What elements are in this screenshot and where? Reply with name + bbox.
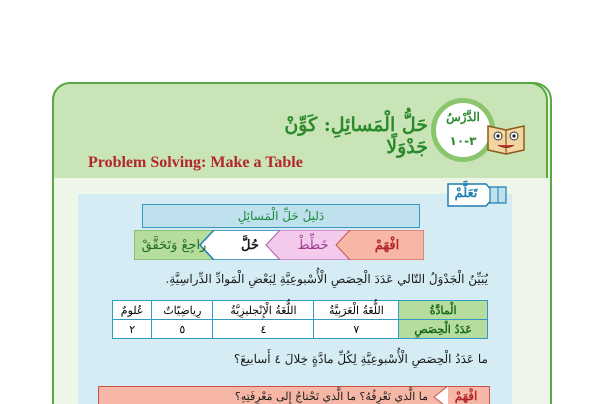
step-understand: افْهَمْ (374, 238, 400, 253)
table-cell: ٤ (213, 320, 314, 339)
table-cell: رِياضِيّاتٌ (152, 301, 213, 320)
lesson-badge-number: ٣-١٠ (449, 134, 477, 148)
table-cell: اللُّغَةُ الْإِنْجليزِيَّةُ (213, 301, 314, 320)
step-plan: خَطِّطْ (297, 238, 329, 253)
table-cell: ٢ (113, 320, 152, 339)
understand-label: افْهَمْ (454, 389, 478, 403)
table-cell: اللُّغَةُ الْعَرَبِيَّةُ (314, 301, 399, 320)
table-row (113, 320, 488, 339)
table-cell: ٧ (314, 320, 399, 339)
lessons-table (112, 300, 488, 339)
lesson-title-arabic: حَلُّ الْمَسائِلِ: كَوِّنْ جَدْوَلًا (284, 114, 428, 158)
table-row (113, 301, 488, 320)
table-header-count: عَدَدُ الْحِصَصِ (399, 320, 488, 339)
lesson-badge-word: الدَّرْسُ (446, 110, 480, 124)
step-review: راجِعْ وَتَحَقَّقْ (141, 238, 207, 253)
problem-solving-guide-title: دَليلُ حَلِّ الْمَسائِلِ (142, 204, 420, 228)
step-solve: حُلَّ (241, 238, 259, 253)
table-header-subject: الْمادَّةُ (399, 301, 488, 320)
table-cell: عُلومٌ (113, 301, 152, 320)
learn-label: تَعَلَّمْ (454, 186, 478, 201)
problem-intro: يُبَيِّنُ الْجَدْوَلُ التّالي عَدَدَ الْحِصَصِ الْأُسْبوعِيَّةِ لِبَعْضِ الْمَوادِّ الدِّراسِيَّةِ. (165, 272, 488, 286)
understand-arrow-icon (428, 386, 448, 404)
table-cell: ٥ (152, 320, 213, 339)
lesson-title-english: Problem Solving: Make a Table (88, 154, 303, 171)
understand-questions: ما الَّذي تَعْرِفُهُ؟ ما الَّذي تَحْتاجُ إِلى مَعْرِفَتِهِ؟ (234, 390, 428, 403)
book-mascot-icon (484, 118, 528, 158)
problem-question: ما عَدَدُ الْحِصَصِ الْأُسْبوعِيَّةِ لِكُلِّ مادَّةٍ خِلالَ ٤ أَسابيعَ؟ (233, 352, 488, 366)
